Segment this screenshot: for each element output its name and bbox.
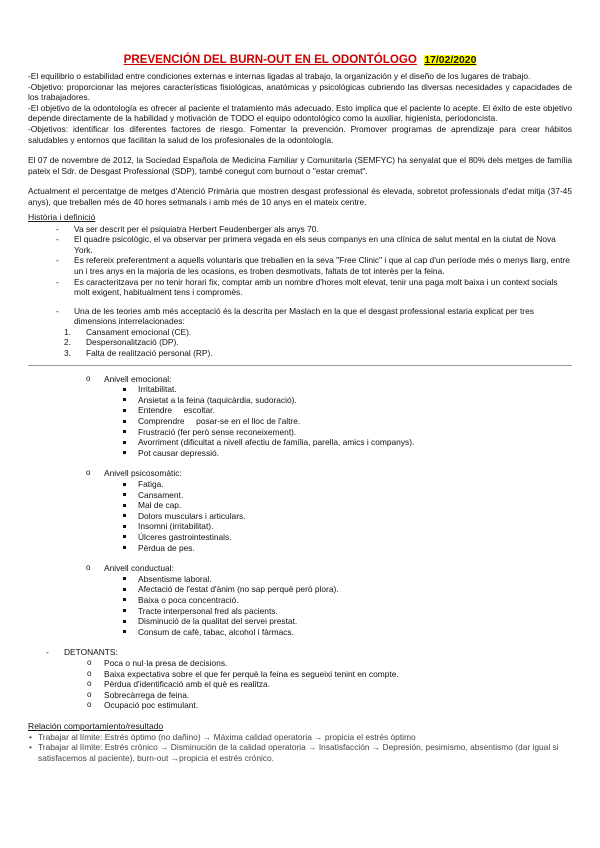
list-item: Fatiga.	[138, 479, 572, 490]
list-item: Ansietat a la feina (taquicàrdia, sudoració).	[138, 395, 572, 406]
level-title: Anivell conductual:	[104, 563, 174, 574]
title-row	[28, 50, 572, 68]
list-item: o Poca o nul·la presa de decisions.	[104, 658, 572, 669]
list-item: Úlceres gastrointestinals.	[138, 532, 572, 543]
list-item: Comprendre posar-se en el lloc de l'altre.	[138, 416, 572, 427]
list-item: o Sobrecàrrega de feina.	[104, 690, 572, 701]
level-title: Anivell psicosomàtic:	[104, 468, 182, 479]
level-behavioral: o Anivell conductual: Absentisme laboral. Afectació de l'estat d'ànim (no sap perquè però plora). Baixa o poca concentració. Tracte interpersonal fred als pacients. Disminució de la qualitat del servei prestat. Consum de cafè, tabac, alcohol i fàrmacs.	[28, 563, 572, 637]
list-item: Cansament.	[138, 490, 572, 501]
list-item: Pèrdua de pes.	[138, 543, 572, 554]
list-item: Pot causar depressió.	[138, 448, 572, 459]
history-heading: Història i definició	[28, 211, 96, 222]
list-item: Mal de cap.	[138, 500, 572, 511]
list-item: Insomni (irritabilitat).	[138, 521, 572, 532]
maslach-text: - Una de les teories amb més acceptació és la descrita per Maslach en la que el desgast professional estaria explicat per tres dimensions interrelacionades:	[74, 306, 572, 327]
list-item: • Trabajar al límite: Estrés óptimo (no dañino) → Máxima calidad operatoria → propicia el estrés óptimo	[38, 732, 572, 743]
history-list	[28, 224, 572, 298]
divider	[28, 365, 572, 366]
list-item: • Trabajar al límite: Estrés crónico → Disminución de la calidad operatoria → Insatisfacción → Depresión, pesimismo, absentismo (dar igual si satisfacemos al paciente), burn-out →propicia el estrés crónico.	[38, 742, 572, 763]
list-item: 3. Falta de realització personal (RP).	[64, 348, 213, 359]
percent-paragraph: Actualment el percentatge de metges d'Atenció Primària que mostren desgast professional és elevada, sobretot professionals d'edat mitja (37-45 anys), que treballen més de 40 hores setmanals i amb més de 10 anys en el mateix centre.	[28, 186, 572, 207]
level-emotional: o Anivell emocional: Irritabilitat. Ansietat a la feina (taquicàrdia, sudoració). Entendre escoltar. Comprendre posar-se en el lloc de l'altre. Frustració (fer però sense reconeixement). Avorriment (dificultat a nivell afectiu de família, parella, amics i companys). Pot causar depressió.	[28, 374, 572, 459]
list-item: Avorriment (dificultat a nivell afectiu de família, parella, amics i companys).	[138, 437, 572, 448]
dimensions-list	[28, 327, 572, 359]
list-item: o Pèrdua d'identificació amb el què es realitza.	[104, 679, 572, 690]
semfyc-paragraph: El 07 de novembre de 2012, la Sociedad Española de Medicina Familiar y Comunitaria (SEMFYC) ha senyalat que el 80% dels metges de família pateix el Sdr. de Desgast Professional (SDP), també conegut com burnout o "estar cremat".	[28, 155, 572, 176]
level-psychosomatic: o Anivell psicosomàtic: Fatiga. Cansament. Mal de cap. Dolors musculars i articulars. Insomni (irritabilitat). Úlceres gastrointestinals. Pèrdua de pes.	[28, 468, 572, 553]
list-item: - El quadre psicològic, el va observar per primera vegada en els seus companys en una clínica de salut mental en la ciutat de Nova York.	[74, 234, 572, 255]
detonants-list	[28, 658, 572, 711]
list-item: - Es caracteritzava per no tenir horari fix, comptar amb un nombre d'hores molt elevat, tenir una paga molt baixa i un context socials molt exigent, habitualment tens i compromès.	[74, 277, 572, 298]
list-item: Tracte interpersonal fred als pacients.	[138, 606, 572, 617]
document-title: PREVENCIÓN DEL BURN-OUT EN EL ODONTÓLOGO	[123, 53, 417, 66]
intro-line-3: -El objetivo de la odontología es ofrecer al paciente el tratamiento más adecuado. Esto implica que el paciente lo acepte. El éxito de este objetivo depende directamente de la habilidad y motivación de TODO el equipo odontológico como la auxiliar, higienista, periodoncista.	[28, 102, 572, 124]
list-item: Baixa o poca concentració.	[138, 595, 572, 606]
relation-list	[28, 732, 572, 764]
list-item: - Es refereix preferentment a aquells voluntaris que treballen en la seva "Free Clinic" i que al cap d'un període més o menys llarg, entre un i tres anys en la majoria de les ocasions, es troben desmotivats, faltats de tot interès per la feina.	[74, 255, 572, 276]
list-item: Dolors musculars i articulars.	[138, 511, 572, 522]
list-item: - Va ser descrit per el psiquiatra Herbert Feudenberger als anys 70.	[74, 224, 572, 235]
list-item: o Ocupació poc estimulant.	[104, 700, 572, 711]
list-item: Consum de cafè, tabac, alcohol i fàrmacs.	[138, 627, 572, 638]
intro-line-1: -El equilibrio o estabilidad entre condiciones externas e internas ligadas al trabajo, la organización y el diseño de los lugares de trabajo.	[28, 71, 531, 81]
list-item: Afectació de l'estat d'ànim (no sap perquè però plora).	[138, 584, 572, 595]
list-item: Disminució de la qualitat del servei prestat.	[138, 616, 572, 627]
relation-heading: Relación comportamiento/resultado	[28, 720, 164, 731]
list-item: Frustració (fer però sense reconeixement).	[138, 427, 572, 438]
list-item: 2. Despersonalització (DP).	[64, 337, 179, 348]
document-date: 17/02/2020	[424, 55, 477, 66]
level-title: Anivell emocional:	[104, 373, 172, 384]
maslach-list	[28, 306, 572, 327]
list-item: Entendre escoltar.	[138, 405, 572, 416]
list-item: Irritabilitat.	[138, 384, 572, 395]
list-item: o Baixa expectativa sobre el que fer perquè la feina es segueixi tenint en compte.	[104, 669, 572, 680]
intro-line-4: -Objetivos: identificar los diferentes factores de riesgo. Fomentar la prevención. Promover programas de aprendizaje para crear hábitos saludables y entornos que facilitan la salud de los profesionales de la odontología.	[28, 123, 572, 145]
detonants-title: - DETONANTS:	[28, 647, 572, 658]
intro-line-2: -Objetivo: proporcionar las mejores características fisiológicas, anatómicas y psicológicas cubriendo las diversas necesidades y capacidades de los trabajadores.	[28, 81, 572, 103]
list-item: Absentisme laboral.	[138, 574, 572, 585]
list-item: 1. Cansament emocional (CE).	[64, 326, 192, 337]
